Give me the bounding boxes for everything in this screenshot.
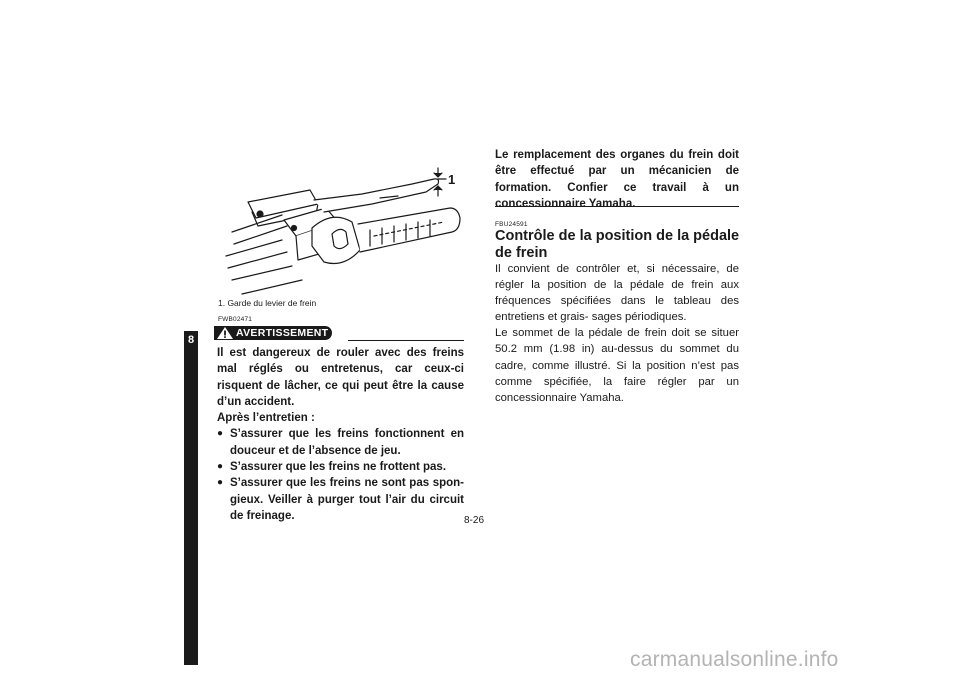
callout-number: 1	[448, 172, 456, 187]
warning-lead: Après l’entretien :	[217, 412, 315, 425]
warning-bullet: ● S’assurer que les freins ne sont pas spon- gieux. Veiller à purger tout l’air du circuit de freinage.	[217, 475, 464, 524]
warning-code: FWB02471	[218, 316, 253, 323]
section-heading: Contrôle de la position de la pédale de frein	[495, 228, 740, 261]
page-number: 8-26	[464, 515, 485, 526]
warning-label: AVERTISSEMENT	[236, 327, 329, 339]
figure-caption: 1. Garde du levier de frein	[218, 298, 317, 308]
warning-text	[217, 345, 464, 524]
warning-banner	[214, 326, 332, 340]
warning-triangle-icon	[216, 326, 234, 340]
warning-continued: Le remplacement des organes du frein doit être effectué par un mécanicien de formation. Confier ce travail à un concessionnaire Yamaha.	[495, 149, 739, 210]
watermark: carmanualsonline.info	[630, 648, 839, 671]
chapter-number: 8	[187, 334, 195, 346]
warning-bullet: ● S’assurer que les freins ne frottent pas.	[217, 459, 464, 475]
section-paragraph: Le sommet de la pédale de frein doit se situer 50.2 mm (1.98 in) au-dessus du sommet du cadre, comme illustré. Si la position n’est pas comme spécifiée, la faire régler par un concessionnaire Yamaha.	[495, 327, 739, 404]
section-code: FBU24591	[495, 221, 528, 228]
warning-rule	[348, 340, 464, 341]
brake-lever-illustration	[212, 160, 468, 296]
warning-bullet: ● S’assurer que les freins fonctionnent en douceur et de l’absence de jeu.	[217, 426, 464, 459]
chapter-tab	[184, 331, 198, 665]
section-body	[495, 261, 739, 406]
warning-intro: Il est dangereux de rouler avec des freins mal réglés ou entretenus, car ceux-ci risquent de lâcher, ce qui peut être la cause d’un accident.	[217, 347, 464, 408]
warning-end-rule	[495, 206, 739, 207]
section-paragraph: Il convient de contrôler et, si nécessaire, de régler la position de la pédale de frein aux fréquences spécifiées dans le tableau des entretiens et grais- sages périodiques.	[495, 263, 739, 324]
